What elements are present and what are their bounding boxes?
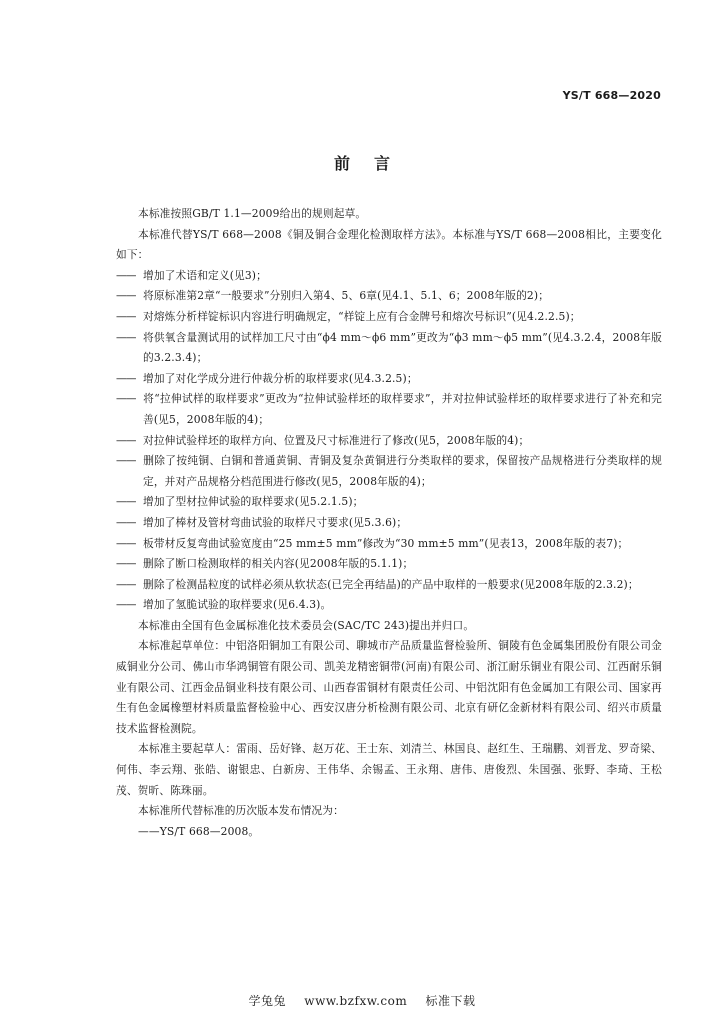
change-item <box>116 575 662 596</box>
dash-marker: —— <box>116 598 136 612</box>
change-item-text: 对拉伸试验样坯的取样方向、位置及尺寸标准进行了修改(见5，2008年版的4)； <box>143 433 530 447</box>
dash-marker: —— <box>116 392 136 406</box>
change-item-text: 增加了对化学成分进行仲裁分析的取样要求(见4.3.2.5)； <box>143 371 418 385</box>
change-item-text: 将供氧含量测试用的试样加工尺寸由“ϕ4 mm～ϕ6 mm”更改为“ϕ3 mm～ϕ5 mm”(见4.3.2.4，2008年版的3.2.3.4)； <box>143 330 662 365</box>
dash-marker: —— <box>116 454 136 468</box>
replacement-paragraph: 本标准代替YS/T 668—2008《铜及铜合金理化检测取样方法》。本标准与YS/T 668—2008相比，主要变化如下： <box>116 227 662 262</box>
page-title: 前言 <box>333 154 414 173</box>
change-item <box>116 554 662 575</box>
history-item <box>116 822 662 843</box>
dash-marker: —— <box>116 577 136 591</box>
dash-marker: —— <box>116 557 136 571</box>
footer-url[interactable]: www.bzfxw.com <box>304 994 408 1008</box>
standard-code: YS/T 668—2020 <box>562 89 661 102</box>
change-item-text: 增加了棒材及管材弯曲试验的取样尺寸要求(见5.3.6)； <box>143 515 408 529</box>
change-item <box>116 431 662 452</box>
drafting-rule-paragraph: 本标准按照GB/T 1.1—2009给出的规则起草。 <box>138 207 367 220</box>
change-item <box>116 513 662 534</box>
dash-marker: —— <box>116 268 136 282</box>
document-body <box>116 204 662 842</box>
change-item <box>116 451 662 492</box>
footer-site-name: 学兔兔 <box>248 994 286 1008</box>
history-paragraph: 本标准所代替标准的历次版本发布情况为： <box>138 804 344 818</box>
dash-marker: —— <box>138 824 160 838</box>
dash-marker: —— <box>116 433 136 447</box>
footer-watermark <box>0 992 724 1009</box>
dash-marker: —— <box>116 371 136 385</box>
change-item <box>116 307 662 328</box>
drafters-paragraph: 本标准主要起草人：雷雨、岳好锋、赵万花、王士东、刘清兰、林国良、赵红生、王瑞鹏、刘晋龙、罗奇梁、何伟、李云翔、张皓、谢银忠、白新房、王伟华、余锡孟、王永翔、唐伟、唐俊烈、朱国强、张野、李琦、王松茂、贺昕、陈珠丽。 <box>116 742 662 797</box>
change-item <box>116 534 662 555</box>
change-item <box>116 492 662 513</box>
change-item-text: 删除了检测晶粒度的试样必须从软状态(已完全再结晶)的产品中取样的一般要求(见2008年版的2.3.2)； <box>143 577 639 591</box>
change-item-text: 增加了术语和定义(见3)； <box>143 268 267 282</box>
change-item <box>116 286 662 307</box>
dash-marker: —— <box>116 289 136 303</box>
dash-marker: —— <box>116 330 136 344</box>
history-item-text: YS/T 668—2008。 <box>159 824 260 838</box>
dash-marker: —— <box>116 309 136 323</box>
drafting-units-paragraph: 本标准起草单位：中铝洛阳铜加工有限公司、聊城市产品质量监督检验所、铜陵有色金属集团股份有限公司金威铜业分公司、佛山市华鸿铜管有限公司、凯美龙精密铜带(河南)有限公司、浙江耐乐铜业有限公司、江西耐乐铜业有限公司、江西金品铜业科技有限公司、山西春雷铜材有限责任公司、中铝沈阳有色金属加工有限公司、国家再生有色金属橡塑材料质量监督检验中心、西安汉唐分析检测有限公司、北京有研亿金新材料有限公司、绍兴市质量技术监督检测院。 <box>116 639 662 735</box>
change-item <box>116 328 662 369</box>
change-item-text: 将原标准第2章“一般要求”分别归入第4、5、6章(见4.1、5.1、6；2008年版的2)； <box>143 289 550 303</box>
change-item-text: 对熔炼分析样锭标识内容进行明确规定，“样锭上应有合金牌号和熔次号标识”(见4.2.2.5)； <box>143 309 581 323</box>
change-item <box>116 266 662 287</box>
proposer-paragraph: 本标准由全国有色金属标准化技术委员会(SAC/TC 243)提出并归口。 <box>138 618 475 632</box>
change-item-text: 增加了氢脆试验的取样要求(见6.4.3)。 <box>143 598 332 612</box>
dash-marker: —— <box>116 495 136 509</box>
change-item-text: 板带材反复弯曲试验宽度由“25 mm±5 mm”修改为“30 mm±5 mm”(见表13，2008年版的表7)； <box>143 536 629 550</box>
change-item <box>116 595 662 616</box>
change-item-text: 删除了断口检测取样的相关内容(见2008年版的5.1.1)； <box>143 557 414 571</box>
change-item-text: 增加了型材拉伸试验的取样要求(见5.2.1.5)； <box>143 495 364 509</box>
footer-tagline: 标准下载 <box>425 994 476 1008</box>
dash-marker: —— <box>116 536 136 550</box>
dash-marker: —— <box>116 515 136 529</box>
change-item-text: 将“拉伸试样的取样要求”更改为“拉伸试验样坯的取样要求”，并对拉伸试验样坯的取样要求进行了补充和完善(见5，2008年版的4)； <box>143 392 662 426</box>
change-item <box>116 369 662 390</box>
change-item-text: 删除了按纯铜、白铜和普通黄铜、青铜及复杂黄铜进行分类取样的要求，保留按产品规格进行分类取样的规定，并对产品规格分档范围进行修改(见5，2008年版的4)； <box>143 454 662 488</box>
change-item <box>116 389 662 430</box>
